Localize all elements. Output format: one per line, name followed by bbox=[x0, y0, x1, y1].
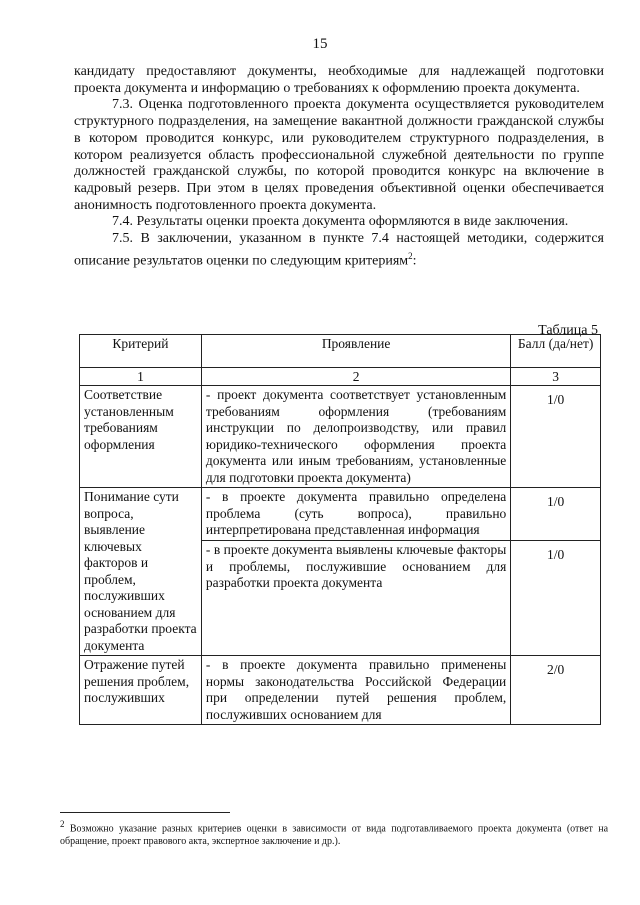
manifestation-cell: - в проекте документа правильно определена проблема (суть вопроса), правильно интерпретирована представленная информация bbox=[201, 488, 510, 541]
manifestation-cell: - проект документа соответствует установленным требованиям оформления (требованиям инструкции по делопроизводству, или правил юридико-технического оформления проекта документа или иным требованиям, установленные для подготовки проекта документа) bbox=[201, 386, 510, 488]
table-header-row bbox=[80, 335, 601, 368]
footnote-text: Возможно указание разных критериев оценки в зависимости от вида подготавливаемого проекта документа (ответ на обращение, проект правового акта, экспертное заключение и др.). bbox=[60, 823, 609, 848]
col-number-1: 1 bbox=[80, 368, 202, 386]
paragraph-continuation: кандидату предоставляют документы, необходимые для надлежащей подготовки проекта документа и информацию о требованиях к оформлению проекта документа. bbox=[74, 64, 604, 96]
col-number-3: 3 bbox=[511, 368, 601, 386]
manifestation-cell: - в проекте документа выявлены ключевые факторы и проблемы, послужившие основанием для разработки проекта документа bbox=[201, 541, 510, 656]
table-row bbox=[80, 488, 601, 541]
score-cell: 1/0 bbox=[511, 541, 601, 656]
criterion-cell: Отражение путей решения проблем, послуживших bbox=[80, 656, 202, 725]
footnote bbox=[60, 818, 608, 848]
criteria-table bbox=[79, 334, 601, 725]
score-cell: 1/0 bbox=[511, 488, 601, 541]
body-text bbox=[74, 64, 604, 270]
criterion-cell: Соответствие установленным требованиям оформления bbox=[80, 386, 202, 488]
page-number: 15 bbox=[312, 36, 328, 52]
footnote-ref: 2 bbox=[408, 250, 413, 261]
header-criterion: Критерий bbox=[80, 335, 202, 368]
criterion-cell: Понимание сути вопроса, выявление ключевых факторов и проблем, послуживших основанием для разработки проекта документа bbox=[80, 488, 202, 656]
paragraph-7-4: 7.4. Результаты оценки проекта документа оформляются в виде заключения. bbox=[112, 214, 569, 230]
footnote-separator bbox=[60, 812, 230, 813]
header-score: Балл (да/нет) bbox=[511, 335, 601, 368]
table-row bbox=[80, 656, 601, 725]
manifestation-cell: - в проекте документа правильно применены нормы законодательства Российской Федерации при определении путей решения проблем, послуживших основанием для bbox=[201, 656, 510, 725]
column-number-row bbox=[80, 368, 601, 386]
paragraph-7-5-end: : bbox=[412, 253, 417, 269]
col-number-2: 2 bbox=[201, 368, 510, 386]
table-caption: Таблица 5 bbox=[538, 323, 598, 338]
footnote-marker: 2 bbox=[60, 819, 65, 829]
paragraph-7-3: 7.3. Оценка подготовленного проекта документа осуществляется руководителем структурного подразделения, на замещение вакантной должности гражданской службы в котором проводится конкурс, или руководителем структурного подразделения, в котором реализуется область профессиональной служебной деятельности по группе должностей гражданской службы, по которой проводится конкурс на включение в кадровый резерв. При этом в целях проведения объективной оценки обеспечивается анонимность подготовленного проекта документа. bbox=[74, 97, 604, 213]
header-manifestation: Проявление bbox=[201, 335, 510, 368]
paragraph-7-5-text: 7.5. В заключении, указанном в пункте 7.4 настоящей методики, содержится описание результатов оценки по следующим критериям bbox=[74, 231, 604, 269]
table-row bbox=[80, 386, 601, 488]
paragraph-7-5 bbox=[74, 231, 604, 270]
score-cell: 1/0 bbox=[511, 386, 601, 488]
score-cell: 2/0 bbox=[511, 656, 601, 725]
